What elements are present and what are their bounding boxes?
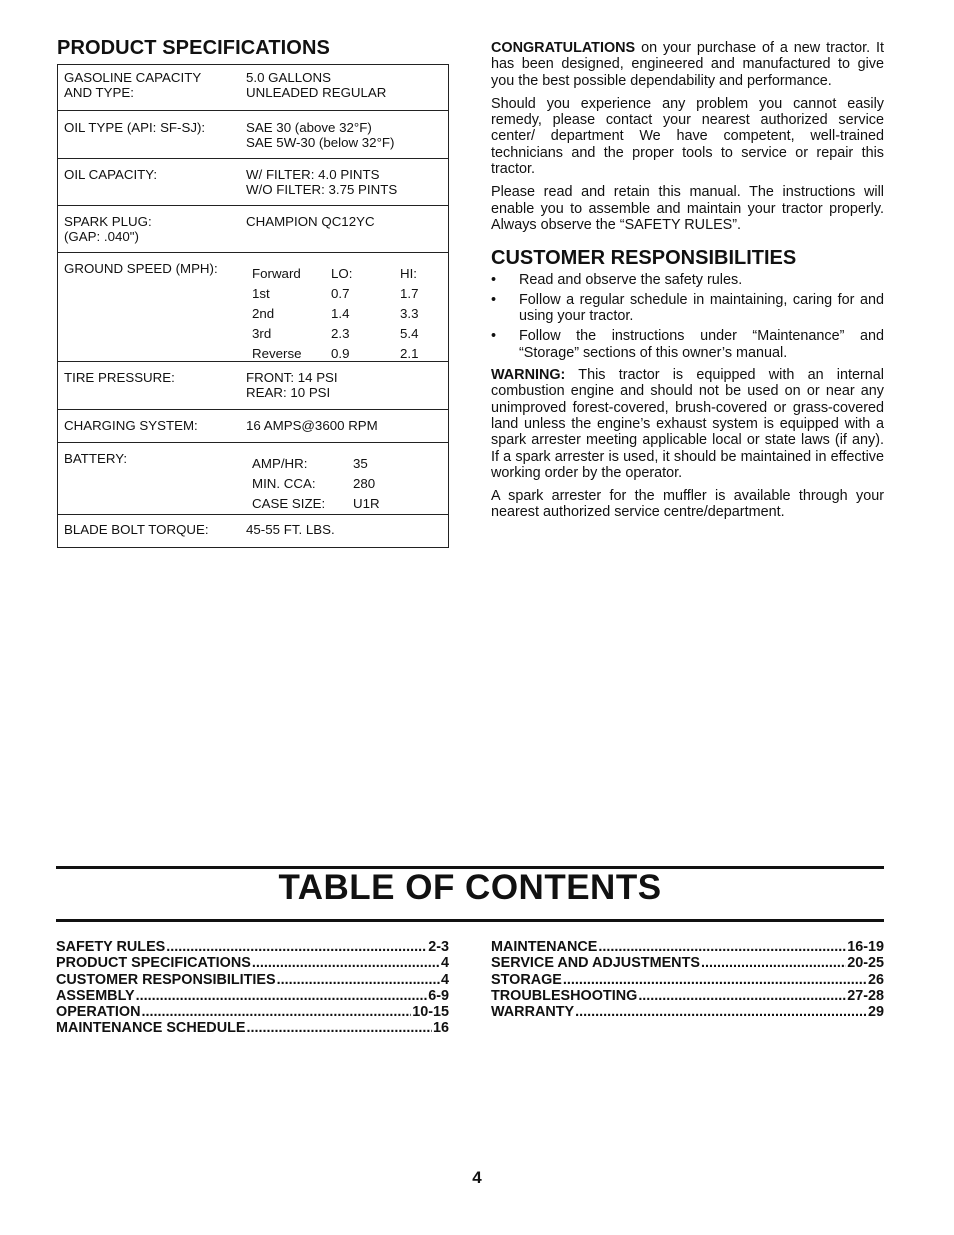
ground-speed-table xyxy=(246,261,423,361)
toc-entry-page: 6-9 xyxy=(428,987,449,1004)
toc-leader-dots xyxy=(141,1004,411,1020)
battery-value: 280 xyxy=(353,476,376,491)
ground-speed-gear: 1st xyxy=(252,286,270,301)
battery-value: U1R xyxy=(353,496,380,511)
ground-speed-header-direction: Forward xyxy=(252,266,301,281)
congratulations-paragraph xyxy=(491,40,884,89)
toc-entry-page: 20-25 xyxy=(847,955,884,972)
list-item xyxy=(491,328,884,361)
spec-value: FRONT: 14 PSI REAR: 10 PSI xyxy=(240,362,449,410)
battery-value: 35 xyxy=(353,456,368,471)
spec-label: TIRE PRESSURE: xyxy=(58,362,241,410)
ground-speed-header-hi: HI: xyxy=(400,266,417,281)
toc-leader-dots xyxy=(563,972,867,988)
battery-field: AMP/HR: xyxy=(252,456,308,471)
toc-leader-dots xyxy=(638,988,846,1004)
toc-entry-assembly[interactable] xyxy=(56,988,449,1004)
warning-paragraph xyxy=(491,367,884,481)
spec-value: 16 AMPS@3600 RPM xyxy=(240,410,449,443)
list-item-text: Read and observe the safety rules. xyxy=(519,271,743,288)
ground-speed-gear: 3rd xyxy=(252,326,272,341)
specifications-table xyxy=(57,64,449,548)
toc-entry-troubleshooting[interactable] xyxy=(491,988,884,1004)
intro-column xyxy=(491,40,884,528)
table-of-contents-title: TABLE OF CONTENTS xyxy=(278,868,662,907)
toc-entry-name: STORAGE xyxy=(491,971,562,988)
customer-responsibilities-heading: CUSTOMER RESPONSIBILITIES xyxy=(491,247,797,270)
spec-value: SAE 30 (above 32°F) SAE 5W-30 (below 32°F) xyxy=(240,111,449,159)
spec-row-ground-speed xyxy=(58,253,449,362)
ground-speed-gear: 2nd xyxy=(252,306,275,321)
spec-label: CHARGING SYSTEM: xyxy=(58,410,241,443)
toc-entry-customer-responsibilities[interactable] xyxy=(56,972,449,988)
toc-entry-page: 2-3 xyxy=(428,939,449,955)
list-item-text: Follow the instructions under “Maintenance” and “Storage” sections of this owner’s manual. xyxy=(519,328,884,361)
toc-entry-page: 4 xyxy=(440,955,449,972)
toc-leader-dots xyxy=(246,1020,432,1036)
ground-speed-hi: 5.4 xyxy=(400,326,419,341)
toc-entry-name: MAINTENANCE xyxy=(491,939,598,955)
toc-leader-dots xyxy=(575,1004,867,1020)
ground-speed-lo: 2.3 xyxy=(331,326,350,341)
battery-table xyxy=(246,451,384,511)
service-paragraph: Should you experience any problem you cannot easily remedy, please contact your nearest authorized service center/ department We have competent, well-trained technicians and the proper tools to service or repair this tractor. xyxy=(491,95,884,178)
list-item xyxy=(491,272,884,288)
spec-value: W/ FILTER: 4.0 PINTS W/O FILTER: 3.75 PINTS xyxy=(240,159,449,206)
toc-entry-name: ASSEMBLY xyxy=(56,987,135,1004)
toc-entry-name: MAINTENANCE SCHEDULE xyxy=(56,1020,246,1037)
ground-speed-hi: 3.3 xyxy=(400,306,419,321)
retain-manual-paragraph: Please read and retain this manual. The instructions will enable you to assemble and maintain your tractor properly. Always observe the “SAFETY RULES”. xyxy=(491,184,884,233)
congratulations-lead: CONGRATULATIONS xyxy=(491,40,636,56)
toc-entry-page: 26 xyxy=(867,971,884,988)
spec-row-blade-bolt-torque xyxy=(58,515,449,548)
list-item xyxy=(491,292,884,325)
spec-label: SPARK PLUG: (GAP: .040") xyxy=(58,206,241,253)
spec-label: GROUND SPEED (MPH): xyxy=(58,253,241,362)
toc-entry-product-specifications[interactable] xyxy=(56,955,449,971)
list-item-text: Follow a regular schedule in maintaining, caring for and using your tractor. xyxy=(519,291,884,325)
toc-entry-name: OPERATION xyxy=(56,1004,141,1021)
ground-speed-hi: 1.7 xyxy=(400,286,419,301)
spec-value: CHAMPION QC12YC xyxy=(240,206,449,253)
toc-entry-page: 4 xyxy=(440,971,449,988)
spec-label: BLADE BOLT TORQUE: xyxy=(58,515,241,548)
ground-speed-gear: Reverse xyxy=(252,346,302,361)
ground-speed-header-lo: LO: xyxy=(331,266,353,281)
toc-entry-name: SAFETY RULES xyxy=(56,939,166,955)
toc-leader-dots xyxy=(598,939,846,955)
warning-text: This tractor is equipped with an internal combustion engine and should not be used on or near any unimproved forest-covered, brush-covered or grass-covered land unless the engine’s exhaust system is equipped with a spark arrester meeting applicable local or state laws (if any). If a spark arrester is used, it should be maintained in effective working order by the operator. xyxy=(491,367,884,481)
spec-row-spark-plug xyxy=(58,206,449,253)
toc-entry-operation[interactable] xyxy=(56,1004,449,1020)
bullet-icon: • xyxy=(491,271,497,288)
toc-entry-name: SERVICE AND ADJUSTMENTS xyxy=(491,955,700,972)
toc-entry-name: TROUBLESHOOTING xyxy=(491,987,638,1004)
toc-entry-maintenance-schedule[interactable] xyxy=(56,1020,449,1036)
toc-leader-dots xyxy=(277,972,440,988)
spec-row-oil-type xyxy=(58,111,449,159)
page-number: 4 xyxy=(472,1168,482,1187)
spec-label: OIL CAPACITY: xyxy=(58,159,241,206)
toc-entry-service-and-adjustments[interactable] xyxy=(491,955,884,971)
spec-row-gasoline xyxy=(58,65,449,111)
toc-entry-warranty[interactable] xyxy=(491,1004,884,1020)
responsibilities-list xyxy=(491,272,884,361)
bullet-icon: • xyxy=(491,291,497,308)
toc-entry-page: 10-15 xyxy=(412,1004,449,1021)
product-specifications-heading: PRODUCT SPECIFICATIONS xyxy=(57,37,330,59)
toc-entry-page: 29 xyxy=(867,1004,884,1021)
toc-entry-page: 16-19 xyxy=(847,939,884,955)
spec-row-oil-capacity xyxy=(58,159,449,206)
ground-speed-hi: 2.1 xyxy=(400,346,419,361)
toc-left-column xyxy=(56,939,449,1037)
congratulations-text: on your purchase of a new tractor. It has been designed, engineered and manufactured to give you the best possible dependability and performance. xyxy=(491,40,884,89)
spec-row-tire-pressure xyxy=(58,362,449,410)
ground-speed-lo: 1.4 xyxy=(331,306,350,321)
warning-label: WARNING: xyxy=(491,367,566,384)
toc-entry-page: 27-28 xyxy=(847,987,884,1004)
toc-entry-name: CUSTOMER RESPONSIBILITIES xyxy=(56,971,276,988)
spec-row-battery xyxy=(58,443,449,515)
spec-row-charging-system xyxy=(58,410,449,443)
spec-label: OIL TYPE (API: SF-SJ): xyxy=(58,111,241,159)
ground-speed-lo: 0.7 xyxy=(331,286,350,301)
ground-speed-lo: 0.9 xyxy=(331,346,350,361)
toc-leader-dots xyxy=(136,988,428,1004)
toc-leader-dots xyxy=(252,955,440,971)
battery-field: MIN. CCA: xyxy=(252,476,316,491)
toc-leader-dots xyxy=(701,955,846,971)
battery-field: CASE SIZE: xyxy=(252,496,326,511)
toc-entry-storage[interactable] xyxy=(491,972,884,988)
toc-entry-maintenance[interactable] xyxy=(491,939,884,955)
spec-value: 45-55 FT. LBS. xyxy=(240,515,449,548)
toc-leader-dots xyxy=(166,939,427,955)
toc-entry-name: PRODUCT SPECIFICATIONS xyxy=(56,955,251,972)
toc-entry-page: 16 xyxy=(432,1020,449,1037)
spark-arrester-paragraph: A spark arrester for the muffler is available through your nearest authorized service centre/department. xyxy=(491,488,884,521)
spec-value: 5.0 GALLONS UNLEADED REGULAR xyxy=(240,65,449,111)
spec-label: BATTERY: xyxy=(58,443,241,515)
toc-entry-name: WARRANTY xyxy=(491,1004,575,1021)
toc-right-column xyxy=(491,939,884,1020)
toc-entry-safety-rules[interactable] xyxy=(56,939,449,955)
spec-label: GASOLINE CAPACITY AND TYPE: xyxy=(58,65,241,111)
toc-bottom-rule xyxy=(56,919,884,922)
bullet-icon: • xyxy=(491,328,497,345)
